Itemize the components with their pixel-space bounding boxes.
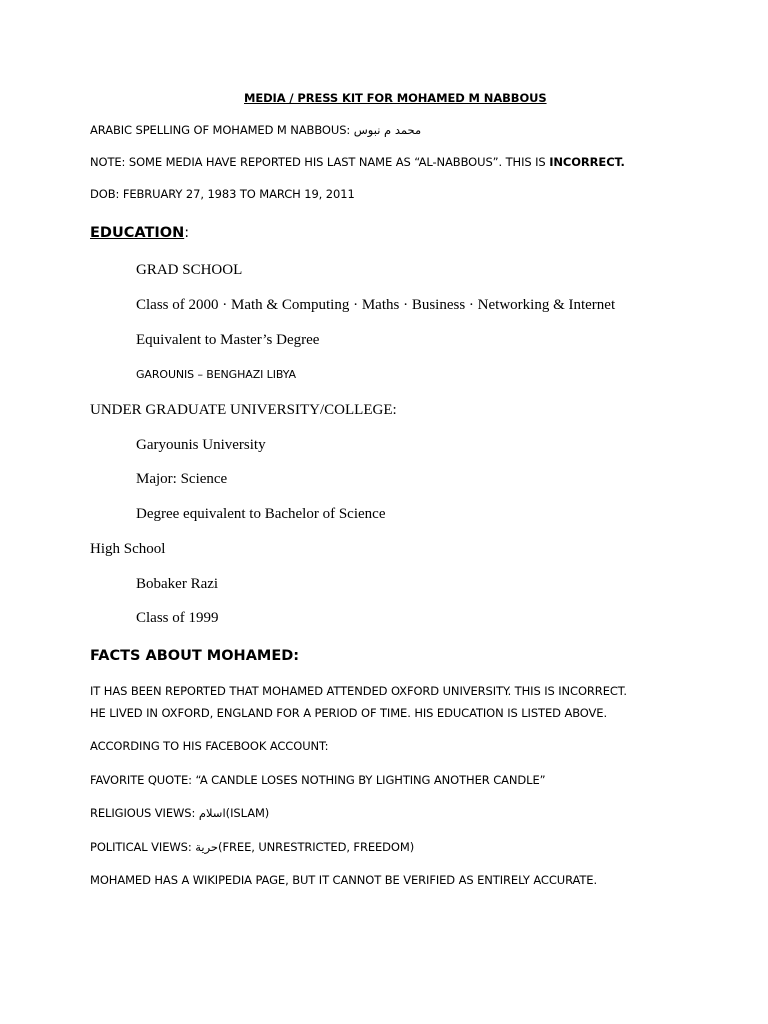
facts-heading: FACTS ABOUT MOHAMED: <box>90 648 300 664</box>
arabic-spelling-value: محمد م نبوس <box>353 123 422 137</box>
high-school-name: Bobaker Razi <box>136 576 219 592</box>
facts-oxford-line-1: IT HAS BEEN REPORTED THAT MOHAMED ATTENDED OXFORD UNIVERSITY. THIS IS INCORRECT. <box>90 684 627 698</box>
political-views-english: (FREE, UNRESTRICTED, FREEDOM) <box>218 840 415 854</box>
religious-views-label: RELIGIOUS VIEWS: <box>90 806 196 820</box>
religious-views-line <box>90 807 269 820</box>
facts-quote-line: FAVORITE QUOTE: “A CANDLE LOSES NOTHING BY LIGHTING ANOTHER CANDLE” <box>90 773 546 787</box>
note-line <box>90 156 625 169</box>
religious-views-english: (ISLAM) <box>225 806 270 820</box>
dob-line: DOB: FEBRUARY 27, 1983 TO MARCH 19, 2011 <box>90 187 355 201</box>
high-school-label: High School <box>90 541 166 557</box>
education-heading-text: EDUCATION <box>90 225 185 241</box>
note-emphasis: INCORRECT. <box>549 155 625 169</box>
facts-oxford-line-2: HE LIVED IN OXFORD, ENGLAND FOR A PERIOD OF TIME. HIS EDUCATION IS LISTED ABOVE. <box>90 706 608 720</box>
undergrad-degree: Degree equivalent to Bachelor of Science <box>136 506 386 522</box>
education-heading <box>90 225 189 242</box>
religious-views-arabic: اسلام <box>198 806 226 820</box>
document-title: MEDIA / PRESS KIT FOR MOHAMED M NABBOUS <box>244 91 547 105</box>
political-views-label: POLITICAL VIEWS: <box>90 840 192 854</box>
arabic-spelling-line <box>90 124 421 137</box>
undergrad-major: Major: Science <box>136 471 228 487</box>
political-views-line <box>90 841 414 854</box>
political-views-arabic: حرية <box>195 840 219 854</box>
grad-school-label: GRAD SCHOOL <box>136 262 243 278</box>
high-school-class: Class of 1999 <box>136 610 219 626</box>
arabic-spelling-label: ARABIC SPELLING OF MOHAMED M NABBOUS: <box>90 123 351 137</box>
note-text: NOTE: SOME MEDIA HAVE REPORTED HIS LAST NAME AS “AL-NABBOUS”. THIS IS <box>90 155 550 169</box>
grad-school-class: Class of 2000 · Math & Computing · Maths · Business · Networking & Internet <box>136 297 616 313</box>
grad-school-location: GAROUNIS – BENGHAZI LIBYA <box>136 368 296 381</box>
education-heading-colon: : <box>184 225 190 241</box>
undergrad-name: Garyounis University <box>136 437 266 453</box>
facts-facebook-line: ACCORDING TO HIS FACEBOOK ACCOUNT: <box>90 739 329 753</box>
undergrad-label: UNDER GRADUATE UNIVERSITY/COLLEGE: <box>90 402 397 418</box>
grad-school-equivalent: Equivalent to Master’s Degree <box>136 332 320 348</box>
facts-wikipedia-line: MOHAMED HAS A WIKIPEDIA PAGE, BUT IT CANNOT BE VERIFIED AS ENTIRELY ACCURATE. <box>90 873 598 887</box>
